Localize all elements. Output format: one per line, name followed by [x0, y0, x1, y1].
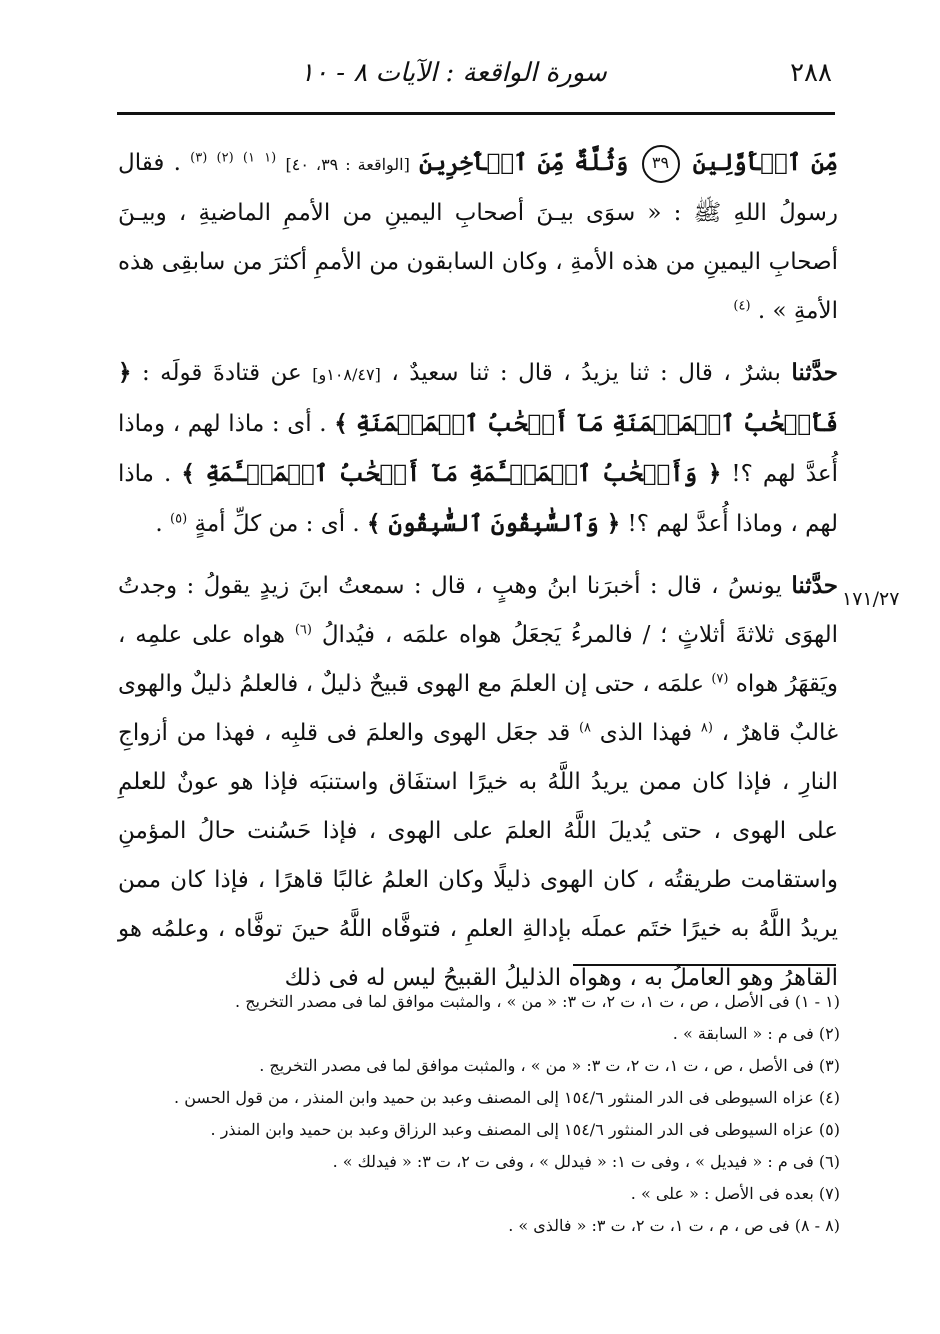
footnote-marker: (٦) [294, 622, 312, 638]
page-header [120, 52, 832, 94]
paragraph-text: فهذا الذى [599, 720, 693, 746]
hadith-lead: حدَّثنا [791, 359, 839, 386]
paragraph-text: . ماذا لهم ، وماذا أُعدَّ لهم ؟! [118, 461, 838, 537]
paragraph-text: قد جعَل الهوى والعلمَ فى قلبِه ، فهذا من أزواجِ النارِ ، فإذا كان ممن يريدُ اللَّهُ به خيرًا استفَاق واستنبَه فإذا هو عونٌ للعلمِ على الهوى ، حتى يُديلَ اللَّهُ العلمَ على الهوى ، فإذا حَسُنت حالُ المؤمنِ واستقامت طريقتُه ، كان الهوى ذليلًا وكان العلمُ غالبًا قاهرًا ، فإذا كان ممن يريدُ اللَّهُ به خيرًا ختَم عملَه بإدالةِ العلمِ ، فتوفَّاه اللَّهُ حينَ توفَّاه ، وعلمُه هو القاهرُ وهو العاملُ به ، وهواه الذليلُ القبيحُ ليس له فى ذلك [118, 720, 838, 991]
footnote: (٦) فى م : « فيديل » ، وفى ت ١: « فيدلل » ، وفى ت ٢، ت ٣: « فيدلك » . [332, 1152, 840, 1171]
verse-number-marker: ٣٩ [642, 145, 680, 183]
paragraph-2 [118, 348, 838, 549]
paragraph-text: بشرٌ ، قال : ثنا يزيدُ ، قال : ثنا سعيدٌ ، [391, 360, 781, 386]
verse-reference: [الواقعة : ٣٩، ٤٠] [285, 155, 410, 174]
footnote: (٤) عزاه السيوطى فى الدر المنثور ١٥٤/٦ إلى المصنف وعبد بن حميد وابن المنذر ، من قول الحسن . [174, 1088, 840, 1107]
quran-verse: ﴿ وَٱلسَّٰبِقُونَ ٱلسَّٰبِقُونَ ﴾ [367, 510, 621, 537]
paragraph-3 [118, 561, 838, 1003]
paragraph-text: يونسُ ، قال : أخبرَنا ابنُ وهبٍ ، قال : سمعتُ ابنَ زيدٍ يقولُ : وجدتُ الهوَى ثلاثةَ أثلاثٍ ؛ / فالمرءُ يَجعَلُ هواه علمَه ، فيُدالُ [118, 573, 838, 648]
main-text [118, 138, 838, 1015]
paragraph-text: . فقال رسولُ اللهِ ﷺ : « سوَى بيـنَ أصحابِ اليمينِ من الأممِ الماضيةِ ، وبيـنَ أصحابِ اليمينِ من هذه الأمةِ ، وكان السابقون من الأممِ أكثرَ من سابقِى هذه الأمةِ » . [118, 150, 838, 324]
running-title: سورة الواقعة : الآيات ٨ - ١٠ [300, 58, 607, 88]
page-number: ٢٨٨ [790, 58, 832, 88]
header-rule [117, 112, 835, 115]
quran-verse: ﴿ وَأَصۡحَٰبُ ٱلۡمَشۡـَٔمَةِ مَآ أَصۡحَٰبُ ٱلۡمَشۡـَٔمَةِ ﴾ [181, 460, 722, 487]
footnote-marker: (٣) [190, 150, 208, 166]
footnote-marker: (٤) [733, 298, 751, 314]
footnote: (٧) بعده فى الأصل : « على » . [630, 1184, 840, 1203]
footnote: (٣) فى الأصل ، ص ، ت ١، ت ٢، ت ٣: « من » ، والمثبت موافق لما فى مصدر التخريج . [259, 1056, 840, 1075]
paragraph-text: . أى : ماذا لهم ، وماذا أُعدَّ لهم ؟! [118, 411, 839, 487]
footnote-marker: (٧) [711, 671, 729, 687]
paragraph-text: علمَه ، حتى إن العلمَ مع الهوى قبيحٌ ذليلٌ ، فالعلمُ ذليلٌ والهوى غالبٌ قاهرٌ ، [118, 671, 839, 746]
quran-fragment: مِّنَ ٱلۡأَوَّلِينَ [692, 149, 839, 176]
margin-note: ١٧١/٢٧ [842, 588, 900, 610]
quran-verse: ﴿ فَأَصۡحَٰبُ ٱلۡمَيۡمَنَةِ مَآ أَصۡحَٰبُ ٱلۡمَيۡمَنَةِ ﴾ [118, 359, 838, 437]
footnote-marker: ٨) [578, 720, 592, 736]
footnote-marker: (١ [264, 150, 277, 166]
footnotes [150, 986, 840, 1242]
footnote: (٢) فى م : « السابقة » . [672, 1024, 840, 1043]
footnote: (٨ - ٨) فى ص ، م ، ت ١، ت ٢، ت ٣: « فالذى » . [508, 1216, 840, 1235]
paragraph-text: عن قتادةَ قولَه : [141, 360, 302, 386]
footnote: (٥) عزاه السيوطى فى الدر المنثور ١٥٤/٦ إلى المصنف وعبد الرزاق وعبد بن حميد وابن المنذر . [210, 1120, 840, 1139]
footnote-marker: (٢) [216, 150, 234, 166]
paragraph-text: هواه على علمِه ، ويَقهَرُ هواه [118, 622, 839, 697]
hadith-lead: حدَّثنا [791, 572, 838, 599]
footnote-marker: (٨ [700, 720, 713, 736]
footnote: (١ - ١) فى الأصل ، ص ، ت ١، ت ٢، ت ٣: « من » ، والمثبت موافق لما فى مصدر التخريج . [235, 992, 840, 1011]
paragraph-1 [118, 138, 838, 336]
manuscript-reference: [١٠٨/٤٧و] [312, 365, 381, 384]
paragraph-text: . أى : من كلِّ أمةٍ [194, 511, 360, 537]
paragraph-text: . [155, 511, 163, 537]
quran-verse: وَثُلَّةٌ مِّنَ ٱلۡأٓخِرِينَ [419, 149, 629, 176]
footnote-marker: ١) [242, 150, 255, 166]
footnote-rule [573, 964, 836, 966]
footnote-marker: (٥) [170, 511, 188, 527]
